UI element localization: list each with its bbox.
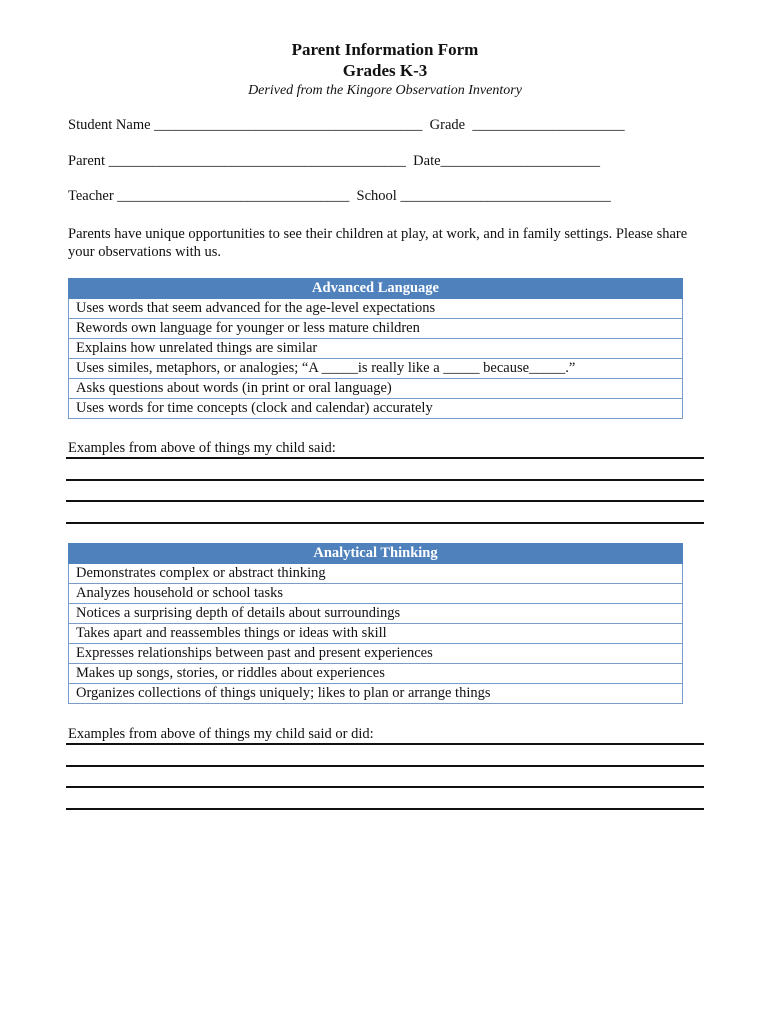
table-row [69, 319, 683, 339]
examples-did-line-2[interactable] [66, 765, 704, 767]
trait-item: Notices a surprising depth of details about surroundings [69, 604, 683, 624]
trait-item: Analyzes household or school tasks [69, 584, 683, 604]
table-row [69, 624, 683, 644]
table-row [69, 684, 683, 704]
advanced-language-table [68, 278, 683, 419]
teacher-school-line[interactable]: Teacher ________________________________ School _____________________________ [68, 188, 611, 204]
table-row [69, 604, 683, 624]
table-row [69, 584, 683, 604]
trait-item: Demonstrates complex or abstract thinking [69, 564, 683, 584]
table-row [69, 664, 683, 684]
table-row [69, 644, 683, 664]
trait-item: Explains how unrelated things are similar [69, 339, 683, 359]
analytical-thinking-table [68, 543, 683, 704]
parent-date-line[interactable]: Parent _________________________________________ Date______________________ [68, 153, 601, 169]
trait-item: Uses words that seem advanced for the age-level expectations [69, 299, 683, 319]
examples-did-line-4[interactable] [66, 808, 704, 810]
examples-did-line-3[interactable] [66, 786, 704, 788]
examples-said-or-did-label: Examples from above of things my child said or did: [68, 726, 374, 742]
trait-item: Rewords own language for younger or less mature children [69, 319, 683, 339]
intro-paragraph: Parents have unique opportunities to see their children at play, at work, and in family settings. Please share your observations with us. [68, 226, 688, 260]
trait-item: Expresses relationships between past and present experiences [69, 644, 683, 664]
source-subtitle: Derived from the Kingore Observation Inventory [248, 83, 522, 98]
examples-said-line-2[interactable] [66, 479, 704, 481]
examples-said-line-1[interactable] [66, 457, 704, 459]
examples-said-label: Examples from above of things my child said: [68, 440, 336, 456]
form-title: Parent Information Form [291, 40, 479, 59]
student-grade-line[interactable]: Student Name _____________________________________ Grade _____________________ [68, 117, 625, 133]
trait-item: Takes apart and reassembles things or ideas with skill [69, 624, 683, 644]
trait-item: Uses words for time concepts (clock and calendar) accurately [69, 399, 683, 419]
trait-item: Organizes collections of things uniquely; likes to plan or arrange things [69, 684, 683, 704]
trait-item: Uses similes, metaphors, or analogies; “A _____is really like a _____ because_____.” [69, 359, 683, 379]
table-row [69, 564, 683, 584]
analytical-thinking-heading: Analytical Thinking [69, 544, 683, 564]
trait-item: Asks questions about words (in print or oral language) [69, 379, 683, 399]
examples-said-line-4[interactable] [66, 522, 704, 524]
table-row [69, 359, 683, 379]
examples-said-line-3[interactable] [66, 500, 704, 502]
grades-title: Grades K-3 [342, 61, 428, 80]
examples-did-line-1[interactable] [66, 743, 704, 745]
table-row [69, 339, 683, 359]
table-row [69, 379, 683, 399]
advanced-language-heading: Advanced Language [69, 279, 683, 299]
trait-item: Makes up songs, stories, or riddles about experiences [69, 664, 683, 684]
table-row [69, 299, 683, 319]
table-row [69, 399, 683, 419]
